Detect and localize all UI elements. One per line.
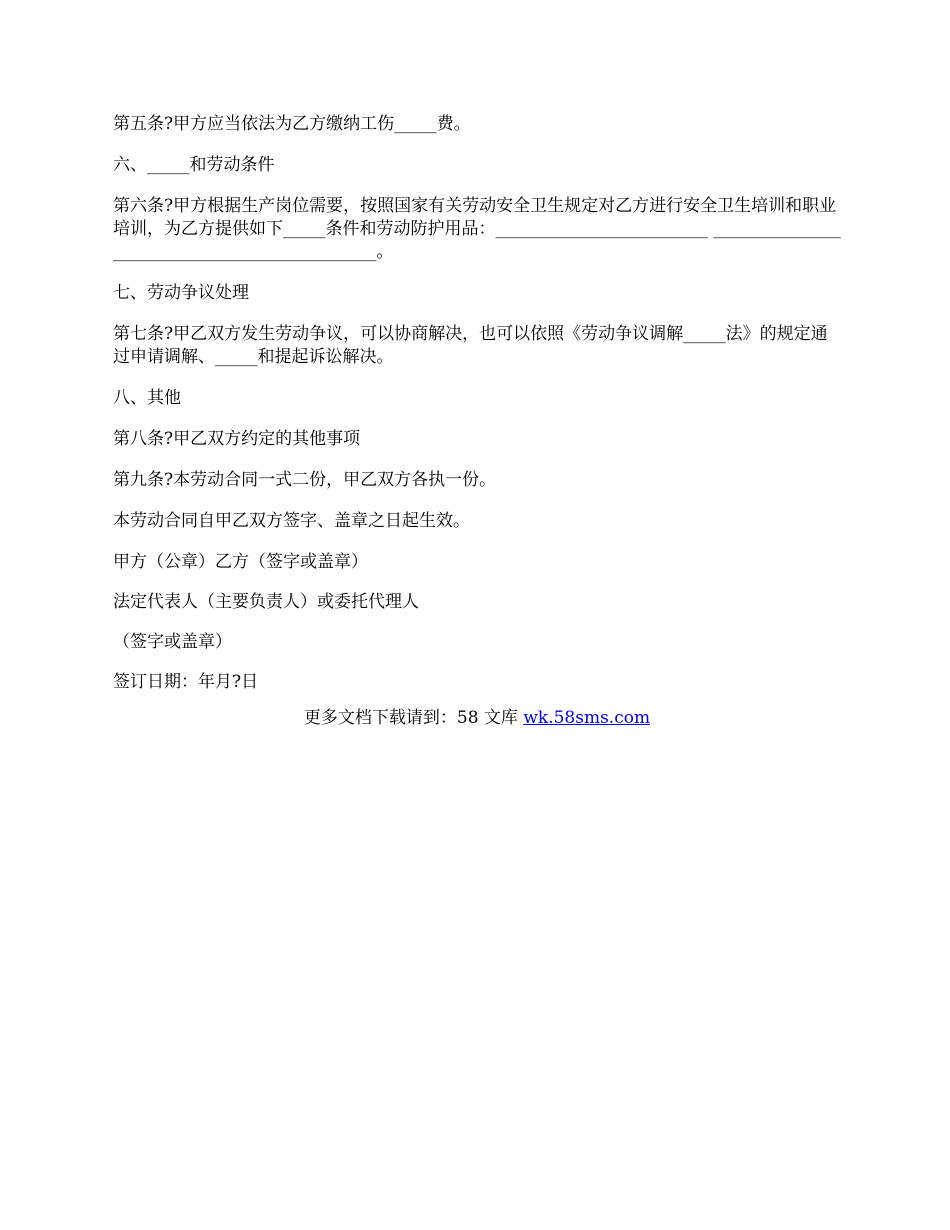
footer-text: 更多文档下载请到：58 文库 — [303, 708, 524, 728]
article-7-paragraph: 第七条?甲乙双方发生劳动争议，可以协商解决，也可以依照《劳动争议调解_____法》的规定通过申请调解、_____和提起诉讼解决。 — [113, 324, 828, 367]
signature-parties-line: 甲方（公章）乙方（签字或盖章） — [113, 552, 368, 572]
section-7-heading: 七、劳动争议处理 — [113, 283, 249, 303]
document-body — [113, 113, 841, 711]
section-8-heading: 八、其他 — [113, 388, 181, 408]
footer-link[interactable]: wk.58sms.com — [523, 708, 651, 728]
legal-representative-line: 法定代表人（主要负责人）或委托代理人 — [113, 592, 419, 612]
section-6-heading: 六、_____和劳动条件 — [113, 155, 275, 175]
article-5-paragraph: 第五条?甲方应当依法为乙方缴纳工伤_____费。 — [113, 114, 471, 134]
article-6-paragraph: 第六条?甲方根据生产岗位需要，按照国家有关劳动安全卫生规定对乙方进行安全卫生培训和职业培训，为乙方提供如下_____条件和劳动防护用品：_________________________ ______________________________________________。 — [113, 196, 841, 262]
article-8-paragraph: 第八条?甲乙双方约定的其他事项 — [113, 429, 361, 449]
download-footer — [113, 707, 841, 730]
effective-clause: 本劳动合同自甲乙双方签字、盖章之日起生效。 — [113, 511, 470, 531]
signature-note-line: （签字或盖章） — [113, 632, 232, 652]
article-9-paragraph: 第九条?本劳动合同一式二份，甲乙双方各执一份。 — [113, 470, 497, 490]
signing-date-line: 签订日期：年月?日 — [113, 672, 259, 692]
